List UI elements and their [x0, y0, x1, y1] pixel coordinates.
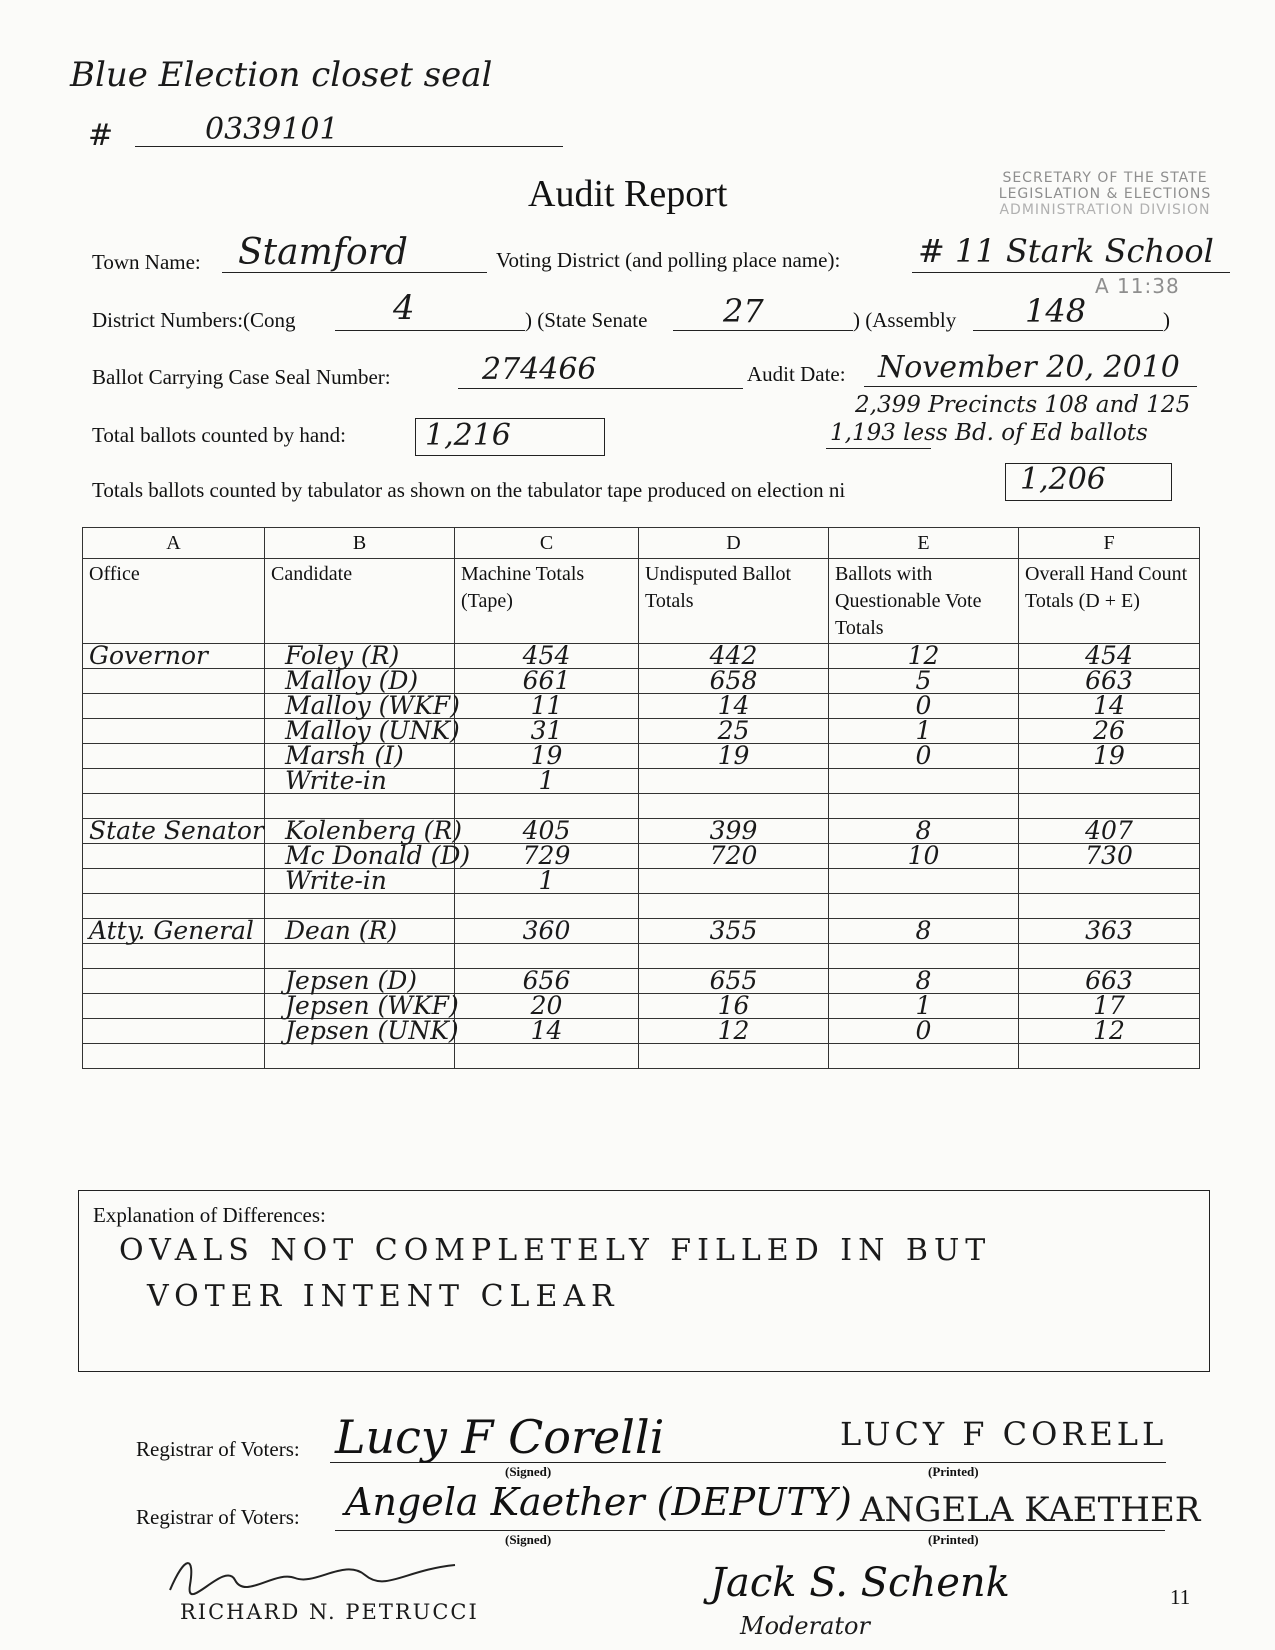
- cong-line: [335, 330, 525, 331]
- questionable-cell: [829, 894, 1019, 919]
- table-row: [83, 719, 1200, 744]
- header-office: Office: [83, 559, 265, 644]
- undisputed-cell: [639, 769, 829, 794]
- undisputed-cell: 12: [639, 1019, 829, 1044]
- machine-total-cell: 19: [455, 744, 639, 769]
- bottom-left-signature-scribble: [165, 1550, 465, 1600]
- stamp-line1: SECRETARY OF THE STATE: [1002, 170, 1208, 186]
- undisputed-cell: 655: [639, 969, 829, 994]
- bottom-right-signature: Jack S. Schenk: [710, 1560, 1010, 1606]
- bottom-left-printed: RICHARD N. PETRUCCI: [180, 1600, 479, 1624]
- machine-total-cell: 454: [455, 644, 639, 669]
- voting-district-line: [912, 272, 1230, 273]
- machine-total-cell: 1: [455, 869, 639, 894]
- table-row: [83, 919, 1200, 944]
- explanation-line2: VOTER INTENT CLEAR: [147, 1279, 620, 1314]
- letter-c: C: [455, 528, 639, 559]
- machine-total-cell: 656: [455, 969, 639, 994]
- questionable-cell: 0: [829, 694, 1019, 719]
- registrar2-signature: Angela Kaether (DEPUTY): [345, 1480, 852, 1524]
- table-row: [83, 844, 1200, 869]
- office-cell: [83, 994, 265, 1019]
- questionable-cell: 8: [829, 969, 1019, 994]
- explanation-line1: OVALS NOT COMPLETELY FILLED IN BUT: [119, 1233, 992, 1268]
- undisputed-cell: 442: [639, 644, 829, 669]
- questionable-cell: 0: [829, 1019, 1019, 1044]
- machine-total-cell: [455, 794, 639, 819]
- undisputed-cell: [639, 1044, 829, 1069]
- bottom-right-role: Moderator: [740, 1612, 870, 1640]
- office-cell: [83, 1044, 265, 1069]
- letter-a: A: [83, 528, 265, 559]
- candidate-cell: Malloy (UNK): [265, 719, 455, 744]
- table-row: [83, 694, 1200, 719]
- registrar2-line: [335, 1530, 1165, 1531]
- candidate-cell: Jepsen (D): [265, 969, 455, 994]
- hand-count-value: 1,216: [425, 418, 511, 453]
- questionable-cell: 5: [829, 669, 1019, 694]
- assembly-line: [973, 330, 1163, 331]
- registrar1-printed-caption: (Printed): [928, 1464, 979, 1479]
- seal-note-line1: Blue Election closet seal: [70, 55, 493, 95]
- registrar2-printed: ANGELA KAETHER: [860, 1490, 1201, 1530]
- undisputed-cell: 355: [639, 919, 829, 944]
- state-senate-label: ) (State Senate: [525, 308, 648, 332]
- overall-cell: [1019, 769, 1200, 794]
- undisputed-cell: [639, 944, 829, 969]
- candidate-cell: Malloy (WKF): [265, 694, 455, 719]
- stamp-time: A 11:38: [1095, 274, 1180, 298]
- seal-number: 0339101: [205, 112, 339, 147]
- questionable-cell: 12: [829, 644, 1019, 669]
- table-row: [83, 894, 1200, 919]
- undisputed-cell: 14: [639, 694, 829, 719]
- office-cell: [83, 769, 265, 794]
- seal-value: 274466: [482, 352, 597, 387]
- candidate-cell: Jepsen (WKF): [265, 994, 455, 1019]
- questionable-cell: 10: [829, 844, 1019, 869]
- questionable-cell: [829, 944, 1019, 969]
- precinct-note-line: [826, 448, 931, 449]
- questionable-cell: 1: [829, 719, 1019, 744]
- undisputed-cell: 19: [639, 744, 829, 769]
- registrar1-signature: Lucy F Corelli: [335, 1410, 665, 1464]
- questionable-cell: 8: [829, 919, 1019, 944]
- overall-cell: 663: [1019, 669, 1200, 694]
- hand-count-label: Total ballots counted by hand:: [92, 423, 346, 447]
- candidate-cell: Malloy (D): [265, 669, 455, 694]
- overall-cell: 407: [1019, 819, 1200, 844]
- undisputed-cell: [639, 894, 829, 919]
- machine-total-cell: 11: [455, 694, 639, 719]
- district-numbers-label: District Numbers:(Cong: [92, 308, 296, 332]
- page-number: 11: [1170, 1585, 1191, 1609]
- machine-total-cell: [455, 944, 639, 969]
- letter-b: B: [265, 528, 455, 559]
- table-row: [83, 994, 1200, 1019]
- office-cell: [83, 794, 265, 819]
- received-stamp: [985, 170, 1225, 218]
- explanation-box: [78, 1190, 1210, 1372]
- assembly-value: 148: [1025, 292, 1087, 330]
- office-cell: [83, 869, 265, 894]
- candidate-cell: Kolenberg (R): [265, 819, 455, 844]
- table-row: [83, 669, 1200, 694]
- questionable-cell: 8: [829, 819, 1019, 844]
- office-cell: [83, 944, 265, 969]
- office-cell: [83, 1019, 265, 1044]
- questionable-cell: [829, 769, 1019, 794]
- machine-total-cell: 31: [455, 719, 639, 744]
- overall-cell: 17: [1019, 994, 1200, 1019]
- overall-cell: 663: [1019, 969, 1200, 994]
- undisputed-cell: 720: [639, 844, 829, 869]
- table-row: [83, 1019, 1200, 1044]
- candidate-cell: Foley (R): [265, 644, 455, 669]
- seal-note: [70, 55, 492, 95]
- registrar2-printed-caption: (Printed): [928, 1532, 979, 1547]
- undisputed-cell: [639, 869, 829, 894]
- office-cell: [83, 669, 265, 694]
- overall-cell: [1019, 869, 1200, 894]
- registrar1-signed-caption: (Signed): [505, 1464, 552, 1479]
- overall-cell: 19: [1019, 744, 1200, 769]
- stamp-line3: ADMINISTRATION DIVISION: [999, 202, 1211, 218]
- tabulator-label: Totals ballots counted by tabulator as shown on the tabulator tape produced on election ni: [92, 478, 846, 502]
- undisputed-cell: 658: [639, 669, 829, 694]
- candidate-cell: Dean (R): [265, 919, 455, 944]
- machine-total-cell: [455, 894, 639, 919]
- machine-total-cell: 1: [455, 769, 639, 794]
- state-senate-line: [673, 330, 853, 331]
- audit-table: [82, 527, 1200, 1069]
- registrar1-printed: LUCY F CORELL: [840, 1415, 1168, 1453]
- header-questionable: Ballots with Questionable Vote Totals: [829, 559, 1019, 644]
- questionable-cell: 1: [829, 994, 1019, 1019]
- seal-line: [458, 388, 743, 389]
- questionable-cell: 0: [829, 744, 1019, 769]
- machine-total-cell: 14: [455, 1019, 639, 1044]
- overall-cell: [1019, 794, 1200, 819]
- stamp-line2: LEGISLATION & ELECTIONS: [998, 186, 1212, 202]
- candidate-cell: [265, 794, 455, 819]
- table-row: [83, 819, 1200, 844]
- tabulator-value: 1,206: [1020, 462, 1106, 497]
- overall-cell: 363: [1019, 919, 1200, 944]
- undisputed-cell: 16: [639, 994, 829, 1019]
- header-undisputed: Undisputed Ballot Totals: [639, 559, 829, 644]
- candidate-cell: [265, 944, 455, 969]
- undisputed-cell: 399: [639, 819, 829, 844]
- candidate-cell: Jepsen (UNK): [265, 1019, 455, 1044]
- voting-district-value: # 11 Stark School: [918, 232, 1214, 270]
- machine-total-cell: 405: [455, 819, 639, 844]
- header-machine-totals: Machine Totals (Tape): [455, 559, 639, 644]
- seal-label: Ballot Carrying Case Seal Number:: [92, 365, 391, 389]
- table-row: [83, 744, 1200, 769]
- office-cell: [83, 719, 265, 744]
- town-label: Town Name:: [92, 250, 201, 274]
- letter-f: F: [1019, 528, 1200, 559]
- state-senate-value: 27: [723, 292, 764, 330]
- office-cell: State Senator: [83, 819, 265, 844]
- voting-district-label: Voting District (and polling place name):: [496, 248, 841, 272]
- candidate-cell: Write-in: [265, 869, 455, 894]
- registrar2-label: Registrar of Voters:: [136, 1505, 300, 1529]
- machine-total-cell: 661: [455, 669, 639, 694]
- candidate-cell: Marsh (I): [265, 744, 455, 769]
- registrar1-label: Registrar of Voters:: [136, 1437, 300, 1461]
- page-title: Audit Report: [528, 173, 728, 215]
- overall-cell: 12: [1019, 1019, 1200, 1044]
- overall-cell: 26: [1019, 719, 1200, 744]
- precinct-note-1: 2,399 Precincts 108 and 125: [855, 392, 1191, 418]
- questionable-cell: [829, 1044, 1019, 1069]
- machine-total-cell: 20: [455, 994, 639, 1019]
- table-row: [83, 644, 1200, 669]
- machine-total-cell: [455, 1044, 639, 1069]
- overall-cell: 454: [1019, 644, 1200, 669]
- registrar2-signed-caption: (Signed): [505, 1532, 552, 1547]
- bottom-left-signature: [165, 1550, 465, 1600]
- office-cell: Governor: [83, 644, 265, 669]
- office-cell: [83, 694, 265, 719]
- office-cell: [83, 969, 265, 994]
- letter-e: E: [829, 528, 1019, 559]
- audit-date-line: [864, 386, 1197, 387]
- header-overall: Overall Hand Count Totals (D + E): [1019, 559, 1200, 644]
- machine-total-cell: 729: [455, 844, 639, 869]
- undisputed-cell: [639, 794, 829, 819]
- candidate-cell: Mc Donald (D): [265, 844, 455, 869]
- questionable-cell: [829, 794, 1019, 819]
- overall-cell: 730: [1019, 844, 1200, 869]
- header-candidate: Candidate: [265, 559, 455, 644]
- overall-cell: [1019, 944, 1200, 969]
- audit-date-label: Audit Date:: [747, 362, 846, 386]
- assembly-close: ): [1163, 308, 1170, 332]
- letter-d: D: [639, 528, 829, 559]
- undisputed-cell: 25: [639, 719, 829, 744]
- questionable-cell: [829, 869, 1019, 894]
- candidate-cell: Write-in: [265, 769, 455, 794]
- town-value: Stamford: [238, 232, 408, 273]
- table-row: [83, 869, 1200, 894]
- column-letters: [83, 528, 1200, 559]
- column-headers: [83, 559, 1200, 644]
- office-cell: [83, 844, 265, 869]
- overall-cell: 14: [1019, 694, 1200, 719]
- table-row: [83, 1044, 1200, 1069]
- audit-date-value: November 20, 2010: [878, 350, 1180, 385]
- candidate-cell: [265, 1044, 455, 1069]
- overall-cell: [1019, 1044, 1200, 1069]
- assembly-label: ) (Assembly: [853, 308, 957, 332]
- office-cell: [83, 744, 265, 769]
- machine-total-cell: 360: [455, 919, 639, 944]
- overall-cell: [1019, 894, 1200, 919]
- table-row: [83, 944, 1200, 969]
- cong-value: 4: [393, 288, 415, 328]
- table-row: [83, 794, 1200, 819]
- explanation-label: Explanation of Differences:: [93, 1203, 326, 1227]
- precinct-note-2: 1,193 less Bd. of Ed ballots: [830, 420, 1148, 446]
- table-row: [83, 969, 1200, 994]
- office-cell: Atty. General: [83, 919, 265, 944]
- office-cell: [83, 894, 265, 919]
- table-row: [83, 769, 1200, 794]
- candidate-cell: [265, 894, 455, 919]
- seal-number-line: [135, 146, 563, 147]
- seal-hash: #: [88, 118, 114, 153]
